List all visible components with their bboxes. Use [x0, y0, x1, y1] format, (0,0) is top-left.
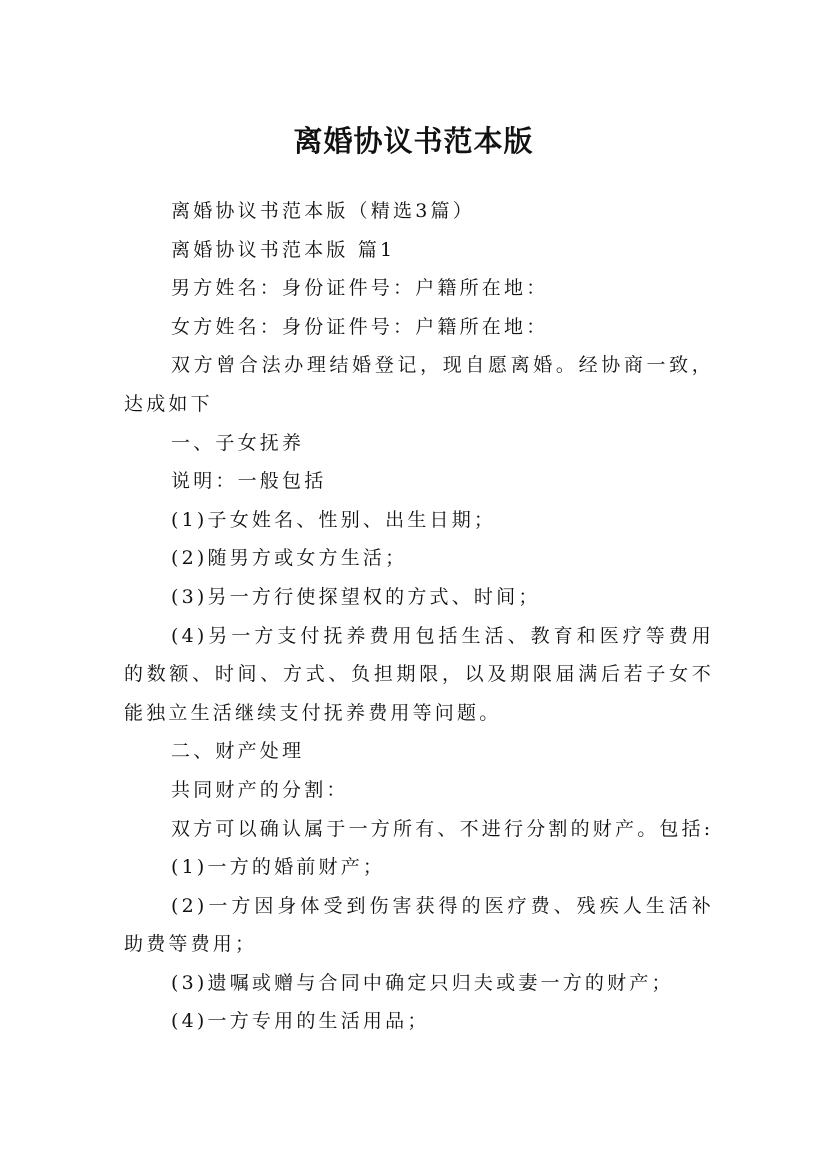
paragraph-child-item-3: (3)另一方行使探望权的方式、时间；	[171, 585, 541, 608]
paragraph-property-item-1: (1)一方的婚前财产；	[171, 856, 386, 879]
paragraph-property-item-3: (3)遗嘱或赠与合同中确定只归夫或妻一方的财产；	[171, 971, 674, 994]
paragraph-agreement-intro: 双方曾合法办理结婚登记，现自愿离婚。经协商一致，达成如下	[124, 354, 714, 415]
paragraph-section-heading: 离婚协议书范本版 篇1	[171, 238, 396, 261]
paragraph-child-item-4: (4)另一方支付抚养费用包括生活、教育和医疗等费用的数额、时间、方式、负担期限，以及期限届满后若子女不能独立生活继续支付抚养费用等问题。	[124, 624, 714, 724]
paragraph-child-item-2: (2)随男方或女方生活；	[171, 547, 408, 570]
paragraph-property-heading: 二、财产处理	[171, 740, 305, 763]
document-body	[124, 192, 714, 1041]
paragraph-property-item-4: (4)一方专用的生活用品；	[171, 1010, 430, 1033]
paragraph-female-info: 女方姓名：身份证件号：户籍所在地：	[171, 315, 549, 338]
paragraph-male-info: 男方姓名：身份证件号：户籍所在地：	[171, 277, 549, 300]
paragraph-property-item-2: (2)一方因身体受到伤害获得的医疗费、残疾人生活补助费等费用；	[124, 894, 714, 956]
paragraph-note: 说明：一般包括	[171, 470, 327, 493]
paragraph-property-confirm: 双方可以确认属于一方所有、不进行分割的财产。包括:	[171, 817, 714, 840]
document-title: 离婚协议书范本版	[293, 124, 534, 159]
paragraph-subtitle: 离婚协议书范本版（精选3篇）	[171, 200, 475, 222]
paragraph-child-item-1: (1)子女姓名、性别、出生日期；	[171, 508, 497, 531]
paragraph-child-custody-heading: 一、子女抚养	[171, 431, 305, 454]
paragraph-joint-property: 共同财产的分割：	[171, 778, 349, 801]
